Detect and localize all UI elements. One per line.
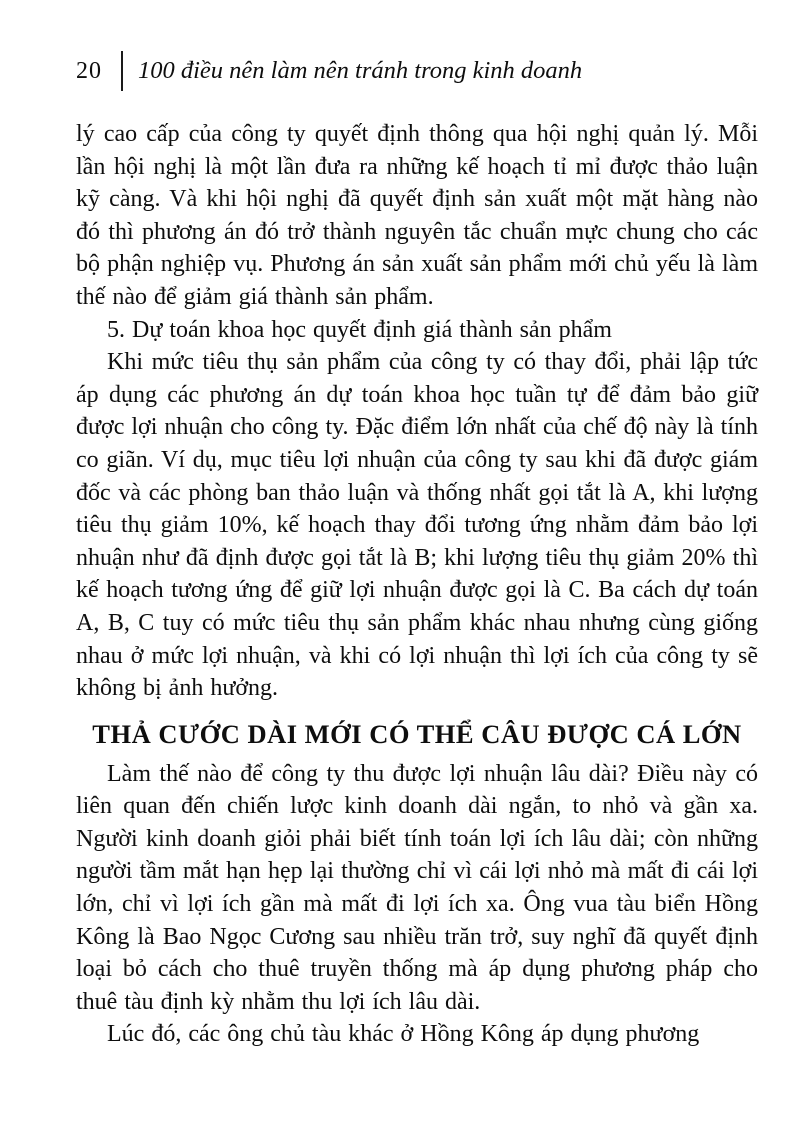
paragraph-continuation: lý cao cấp của công ty quyết định thông qua hội nghị quản lý. Mỗi lần hội nghị là một lần đưa ra những kế hoạch tỉ mỉ được thảo luận kỹ càng. Và khi hội nghị đã quyết định sản xuất một mặt hàng nào đó thì phương án đó trở thành nguyên tắc chuẩn mực chung cho các bộ phận nghiệp vụ. Phương án sản xuất sản phẩm mới chủ yếu là làm thế nào để giảm giá thành sản phẩm. (76, 121, 758, 310)
section-heading: THẢ CƯỚC DÀI MỚI CÓ THỂ CÂU ĐƯỢC CÁ LỚN (92, 718, 742, 749)
header-divider (121, 51, 123, 91)
paragraph: Khi mức tiêu thụ sản phẩm của công ty có thay đổi, phải lập tức áp dụng các phương án dự toán khoa học tuần tự để đảm bảo giữ được lợi nhuận cho công ty. Đặc điểm lớn nhất của chế độ này là tính co giãn. Ví dụ, mục tiêu lợi nhuận của công ty sau khi đã được giám đốc và các phòng ban thảo luận và thống nhất gọi tắt là A, khi lượng tiêu thụ giảm 10%, kế hoạch thay đổi tương ứng nhằm đảm bảo lợi nhuận như đã định được gọi tắt là B; khi lượng tiêu thụ giảm 20% thì kế hoạch tương ứng để giữ lợi nhuận được gọi là C. Ba cách dự toán A, B, C tuy có mức tiêu thụ sản phẩm khác nhau nhưng cùng giống nhau ở mức lợi nhuận, và khi có lợi nhuận thì lợi ích của công ty sẽ không bị ảnh hưởng. (76, 349, 758, 702)
numbered-subheading: 5. Dự toán khoa học quyết định giá thành sản phẩm (107, 316, 612, 343)
page-number: 20 (76, 57, 102, 84)
page-body (76, 118, 758, 1051)
paragraph: Làm thế nào để công ty thu được lợi nhuận lâu dài? Điều này có liên quan đến chiến lược kinh doanh dài ngắn, to nhỏ và gần xa. Người kinh doanh giỏi phải biết tính toán lợi ích lâu dài; còn những người tầm mắt hạn hẹp lại thường chỉ vì cái lợi nhỏ mà mất đi cái lợi lớn, chỉ vì lợi ích gần mà mất đi lợi ích xa. Ông vua tàu biển Hồng Kông là Bao Ngọc Cương sau nhiều trăn trở, suy nghĩ đã quyết định loại bỏ cách cho thuê truyền thống mà áp dụng phương pháp cho thuê tàu định kỳ nhằm thu lợi ích lâu dài. (76, 760, 758, 1015)
book-title: 100 điều nên làm nên tránh trong kinh doanh (138, 57, 583, 84)
running-header (76, 50, 758, 92)
paragraph: Lúc đó, các ông chủ tàu khác ở Hồng Kông áp dụng phương (107, 1021, 700, 1048)
